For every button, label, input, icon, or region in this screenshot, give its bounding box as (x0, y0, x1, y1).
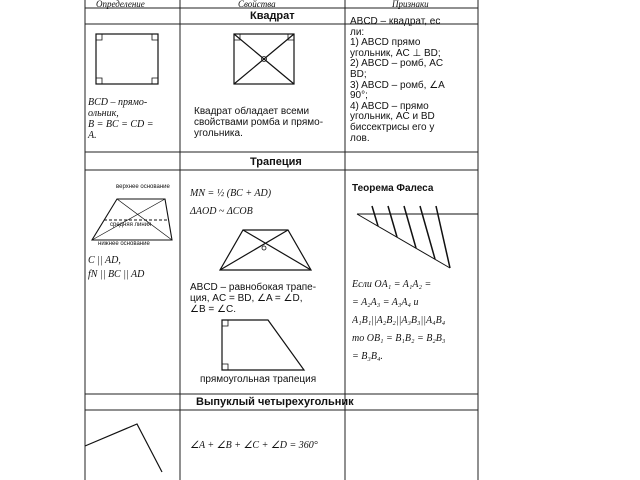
section-title-square: Квадрат (250, 10, 295, 22)
square-definition-line: B = BC = CD = (88, 119, 154, 130)
square-sign-line: угольник, AC ⊥ BD; (350, 47, 441, 59)
square-sign-line: ли: (350, 26, 365, 38)
thales-line: = B₃B₄. (352, 351, 383, 362)
square-sign-line: 4) ABCD – прямо (350, 100, 429, 112)
square-sign-line: BD; (350, 68, 367, 80)
thales-line: то OB₁ = B₁B₂ = B₂B₃ (352, 333, 446, 344)
square-definition (88, 97, 154, 141)
similarity-formula: ΔAOD ~ ΔCOB (190, 206, 253, 217)
square-figure-definition (96, 34, 158, 84)
square-sign-line: 3) ABCD – ромб, ∠A (350, 79, 445, 91)
midline-formula: MN = ½ (BC + AD) (190, 188, 272, 199)
thales-title: Теорема Фалеса (352, 183, 434, 194)
isosceles-line: ∠B = ∠C. (190, 304, 236, 315)
convex-quadrilateral-figure (85, 424, 162, 472)
square-figure-properties (234, 34, 294, 84)
thales-text (352, 276, 478, 366)
figure-label-top-base: верхнее основание (116, 184, 170, 190)
square-properties-line: угольника. (194, 128, 243, 139)
square-sign-line: лов. (350, 132, 370, 144)
square-properties-line: свойствами ромба и прямо- (194, 117, 324, 128)
convex-angle-sum: ∠A + ∠B + ∠C + ∠D = 360° (190, 440, 318, 451)
isosceles-trapezoid-text (190, 282, 316, 315)
square-properties-line: Квадрат обладает всеми (194, 106, 310, 117)
square-properties-text (194, 106, 323, 139)
trapezoid-figure-midline (92, 199, 172, 240)
square-definition-line: ольник, (88, 108, 119, 119)
column-header-signs: Признаки (392, 0, 429, 9)
square-sign-line: 1) ABCD прямо (350, 37, 421, 49)
square-sign-line: 2) ABCD – ромб, AC (350, 58, 444, 70)
square-sign-line: ABCD – квадрат, ес (350, 17, 441, 27)
isosceles-line: ABCD – равнобокая трапе- (190, 282, 317, 293)
figure-label-bottom-base: нижнее основание (98, 241, 150, 247)
isosceles-trapezoid-figure (220, 230, 311, 270)
square-sign-line: биссектрисы его у (350, 121, 435, 133)
right-trapezoid-figure (222, 320, 304, 370)
section-title-trapezoid: Трапеция (250, 156, 302, 168)
trapezoid-definition (88, 254, 144, 282)
square-definition-line: A. (88, 130, 97, 141)
column-header-properties: Свойства (238, 0, 276, 9)
thales-figure (357, 206, 478, 268)
square-sign-line: 90°; (350, 90, 368, 102)
right-trapezoid-caption: прямоугольная трапеция (200, 374, 317, 385)
isosceles-line: ция, AC = BD, ∠A = ∠D, (190, 293, 303, 304)
square-sign-line: угольник, AC и BD (350, 111, 435, 123)
column-header-definition: Определение (96, 0, 145, 9)
section-title-convex: Выпуклый четырехугольник (196, 396, 354, 408)
figure-label-midline: средняя линия (110, 222, 152, 228)
square-signs (350, 17, 476, 144)
trapezoid-definition-line: C || AD, (88, 255, 121, 266)
thales-line: Если OA₁ = A₁A₂ = (352, 279, 432, 290)
square-definition-line: BCD – прямо- (88, 97, 148, 108)
trapezoid-definition-line: fN || BC || AD (88, 269, 145, 280)
thales-line: A₁B₁||A₂B₂||A₃B₃||A₄B₄ (352, 315, 446, 326)
thales-line: = A₂A₃ = A₃A₄ и (352, 297, 419, 308)
